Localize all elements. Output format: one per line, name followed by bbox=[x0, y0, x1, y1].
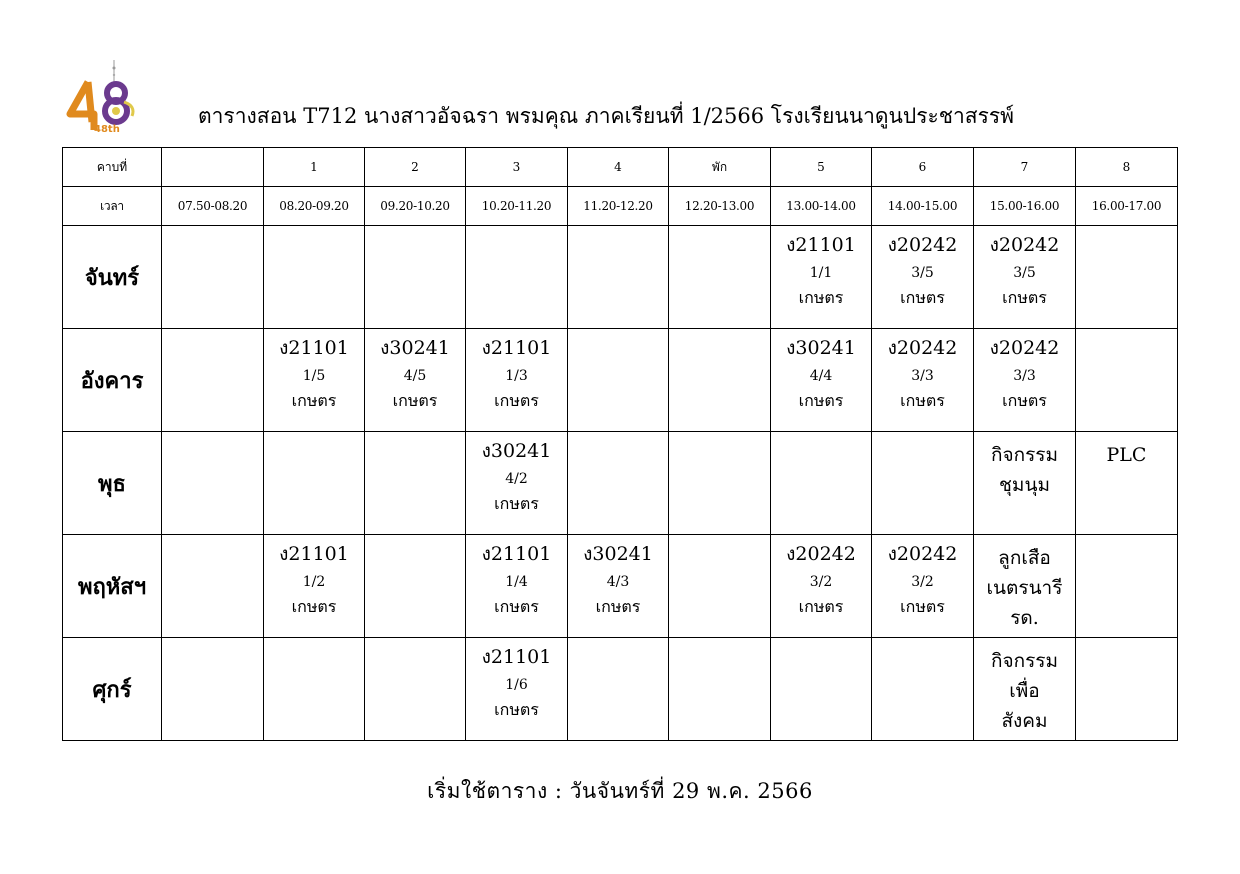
schedule-cell bbox=[771, 226, 872, 329]
time-slot-cell: 10.20-11.20 bbox=[466, 187, 568, 226]
schedule-cell bbox=[162, 432, 264, 535]
time-slot-cell: 08.20-09.20 bbox=[264, 187, 365, 226]
subject-name: เกษตร bbox=[291, 597, 337, 616]
activity-line: กิจกรรม bbox=[990, 650, 1059, 672]
course-code: ง30241 bbox=[786, 337, 856, 359]
subject-name: เกษตร bbox=[494, 494, 539, 513]
schedule-cell bbox=[771, 638, 872, 741]
subject-name: เกษตร bbox=[900, 597, 945, 616]
schedule-cell bbox=[162, 226, 264, 329]
class-group: 1/5 bbox=[302, 368, 326, 384]
schedule-cell bbox=[162, 329, 264, 432]
day-name-cell: พฤหัสฯ bbox=[63, 535, 162, 638]
class-group: 4/2 bbox=[505, 471, 528, 487]
subject-name: เกษตร bbox=[494, 700, 539, 719]
time-row bbox=[63, 187, 1178, 226]
schedule-cell bbox=[1076, 638, 1178, 741]
time-slot-cell: 16.00-17.00 bbox=[1076, 187, 1178, 226]
period-number-cell: 4 bbox=[568, 148, 669, 187]
day-name-cell: จันทร์ bbox=[63, 226, 162, 329]
start-date-note: เริ่มใช้ตาราง : วันจันทร์ที่ 29 พ.ค. 2566 bbox=[427, 779, 813, 803]
schedule-cell bbox=[669, 329, 771, 432]
class-group: 1/4 bbox=[505, 574, 528, 590]
schedule-cell bbox=[365, 226, 466, 329]
day-row bbox=[63, 638, 1178, 741]
period-number-cell: 3 bbox=[466, 148, 568, 187]
period-header-row bbox=[63, 148, 1178, 187]
course-code: ง21101 bbox=[279, 543, 349, 565]
class-group: 4/3 bbox=[606, 574, 630, 590]
schedule-cell bbox=[264, 535, 365, 638]
subject-name: เกษตร bbox=[494, 597, 539, 616]
subject-name: เกษตร bbox=[900, 391, 945, 410]
course-code: ง20242 bbox=[989, 337, 1060, 359]
class-group: 3/2 bbox=[809, 574, 833, 590]
activity-line: PLC bbox=[1106, 444, 1147, 466]
period-label-cell: คาบที่ bbox=[63, 148, 162, 187]
course-code: ง30241 bbox=[380, 337, 450, 359]
time-slot-cell: 15.00-16.00 bbox=[974, 187, 1076, 226]
subject-name: เกษตร bbox=[392, 391, 438, 410]
schedule-cell bbox=[872, 226, 974, 329]
class-group: 3/3 bbox=[911, 368, 934, 384]
period-number-cell: 6 bbox=[872, 148, 974, 187]
course-code: ง20242 bbox=[989, 234, 1060, 256]
subject-name: เกษตร bbox=[1002, 391, 1047, 410]
schedule-cell bbox=[466, 329, 568, 432]
schedule-cell bbox=[669, 535, 771, 638]
schedule-cell bbox=[1076, 535, 1178, 638]
class-group: 3/5 bbox=[911, 265, 934, 281]
schedule-cell bbox=[1076, 432, 1178, 535]
teaching-schedule-table bbox=[62, 147, 1178, 741]
activity-line: ลูกเสือ bbox=[998, 547, 1051, 569]
schedule-cell bbox=[365, 535, 466, 638]
schedule-cell bbox=[669, 638, 771, 741]
schedule-cell bbox=[974, 638, 1076, 741]
schedule-cell bbox=[771, 535, 872, 638]
time-slot-cell: 12.20-13.00 bbox=[669, 187, 771, 226]
day-row bbox=[63, 535, 1178, 638]
day-name-cell: ศุกร์ bbox=[63, 638, 162, 741]
time-slot-cell: 07.50-08.20 bbox=[162, 187, 264, 226]
class-group: 1/2 bbox=[302, 574, 326, 590]
period-number-cell: 7 bbox=[974, 148, 1076, 187]
schedule-cell bbox=[1076, 329, 1178, 432]
time-label-cell: เวลา bbox=[63, 187, 162, 226]
schedule-cell bbox=[466, 226, 568, 329]
time-slot-cell: 13.00-14.00 bbox=[771, 187, 872, 226]
day-row bbox=[63, 226, 1178, 329]
schedule-cell bbox=[974, 432, 1076, 535]
course-code: ง30241 bbox=[583, 543, 653, 565]
schedule-cell bbox=[669, 226, 771, 329]
schedule-cell bbox=[1076, 226, 1178, 329]
class-group: 1/1 bbox=[809, 265, 833, 281]
activity-line: เพื่อ bbox=[1009, 680, 1040, 702]
course-code: ง21101 bbox=[481, 646, 552, 668]
course-code: ง20242 bbox=[887, 337, 958, 359]
schedule-cell bbox=[872, 638, 974, 741]
schedule-cell bbox=[771, 432, 872, 535]
course-code: ง20242 bbox=[786, 543, 856, 565]
page-title: ตารางสอน T712 นางสาวอัจฉรา พรมคุณ ภาคเรียนที่ 1/2566 โรงเรียนนาดูนประชาสรรพ์ bbox=[198, 104, 1015, 128]
activity-line: กิจกรรม bbox=[990, 444, 1059, 466]
day-row bbox=[63, 329, 1178, 432]
time-slot-cell: 09.20-10.20 bbox=[365, 187, 466, 226]
schedule-cell bbox=[568, 432, 669, 535]
schedule-cell bbox=[365, 432, 466, 535]
subject-name: เกษตร bbox=[798, 597, 844, 616]
schedule-cell bbox=[568, 329, 669, 432]
course-code: ง20242 bbox=[887, 543, 958, 565]
schedule-cell bbox=[974, 535, 1076, 638]
schedule-cell bbox=[365, 638, 466, 741]
class-group: 4/4 bbox=[809, 368, 833, 384]
schedule-cell bbox=[568, 535, 669, 638]
schedule-cell bbox=[568, 638, 669, 741]
schedule-cell bbox=[466, 432, 568, 535]
schedule-cell bbox=[264, 432, 365, 535]
schedule-cell bbox=[466, 535, 568, 638]
period-number-cell: 8 bbox=[1076, 148, 1178, 187]
schedule-cell bbox=[264, 638, 365, 741]
class-group: 3/3 bbox=[1013, 368, 1036, 384]
day-name-cell: อังคาร bbox=[63, 329, 162, 432]
time-slot-cell: 14.00-15.00 bbox=[872, 187, 974, 226]
svg-text:48th: 48th bbox=[94, 124, 120, 135]
day-name-cell: พุธ bbox=[63, 432, 162, 535]
schedule-cell bbox=[872, 432, 974, 535]
schedule-cell bbox=[872, 535, 974, 638]
course-code: ง21101 bbox=[481, 543, 552, 565]
course-code: ง21101 bbox=[481, 337, 552, 359]
subject-name: เกษตร bbox=[291, 391, 337, 410]
subject-name: เกษตร bbox=[1002, 288, 1047, 307]
course-code: ง30241 bbox=[481, 440, 552, 462]
period-number-cell: พัก bbox=[669, 148, 771, 187]
subject-name: เกษตร bbox=[595, 597, 641, 616]
class-group: 3/5 bbox=[1013, 265, 1036, 281]
activity-line: รด. bbox=[1010, 607, 1039, 629]
course-code: ง21101 bbox=[279, 337, 349, 359]
schedule-cell bbox=[365, 329, 466, 432]
class-group: 4/5 bbox=[403, 368, 427, 384]
period-number-cell: 1 bbox=[264, 148, 365, 187]
schedule-cell bbox=[466, 638, 568, 741]
schedule-cell bbox=[568, 226, 669, 329]
schedule-cell bbox=[162, 535, 264, 638]
activity-line: เนตรนารี bbox=[986, 577, 1063, 599]
class-group: 3/2 bbox=[911, 574, 934, 590]
day-row bbox=[63, 432, 1178, 535]
schedule-cell bbox=[264, 226, 365, 329]
period-number-cell bbox=[162, 148, 264, 187]
subject-name: เกษตร bbox=[900, 288, 945, 307]
activity-line: ชุมนุม bbox=[999, 474, 1050, 496]
schedule-cell bbox=[771, 329, 872, 432]
subject-name: เกษตร bbox=[494, 391, 539, 410]
school-anniversary-logo bbox=[64, 60, 144, 136]
schedule-cell bbox=[974, 329, 1076, 432]
schedule-cell bbox=[669, 432, 771, 535]
subject-name: เกษตร bbox=[798, 391, 844, 410]
course-code: ง21101 bbox=[786, 234, 856, 256]
course-code: ง20242 bbox=[887, 234, 958, 256]
schedule-cell bbox=[872, 329, 974, 432]
period-number-cell: 2 bbox=[365, 148, 466, 187]
time-slot-cell: 11.20-12.20 bbox=[568, 187, 669, 226]
activity-line: สังคม bbox=[1001, 710, 1048, 732]
class-group: 1/6 bbox=[505, 677, 528, 693]
class-group: 1/3 bbox=[505, 368, 528, 384]
period-number-cell: 5 bbox=[771, 148, 872, 187]
schedule-cell bbox=[974, 226, 1076, 329]
schedule-cell bbox=[264, 329, 365, 432]
schedule-cell bbox=[162, 638, 264, 741]
subject-name: เกษตร bbox=[798, 288, 844, 307]
